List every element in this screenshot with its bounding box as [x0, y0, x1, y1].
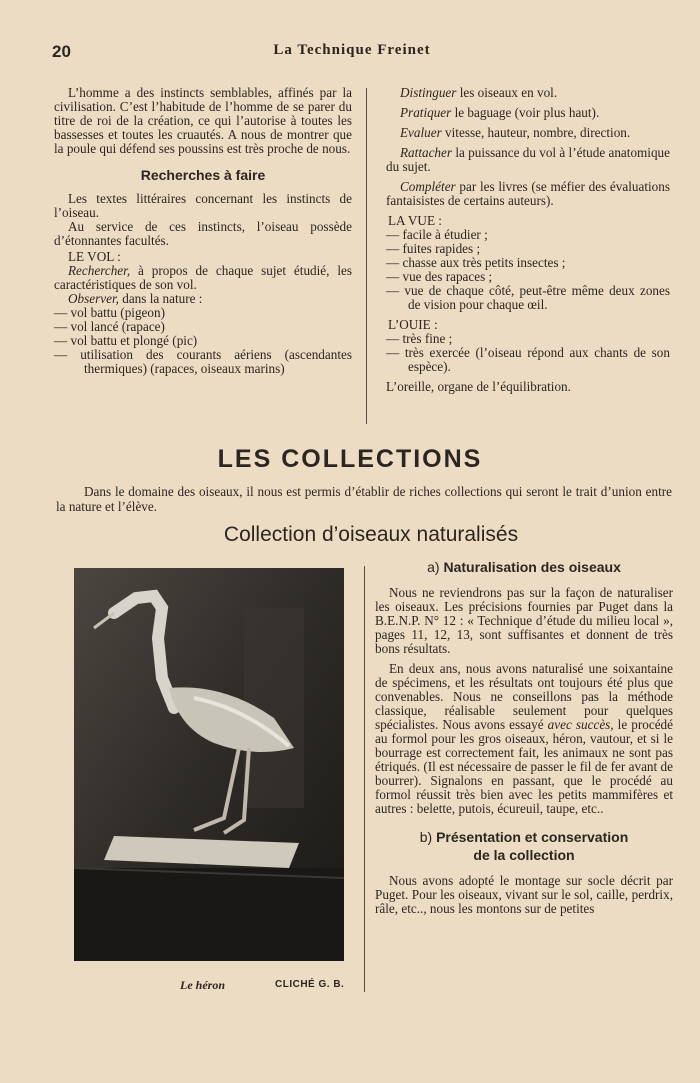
verb: Pratiquer: [400, 105, 452, 120]
section-b-title-line2: de la collection: [473, 847, 575, 863]
collections-title: LES COLLECTIONS: [217, 445, 483, 473]
photo-caption: Le héron: [180, 978, 225, 992]
paragraph: Les textes littéraires concernant les instincts de l’oiseau.: [54, 191, 352, 220]
paragraph: Nous avons adopté le montage sur socle décrit par Puget. Pour les oiseaux, vivant sur le sol, caille, perdrix, râle, etc.., nous les montons sur de petites: [375, 873, 673, 916]
paragraph: [54, 264, 352, 292]
paragraph: [386, 86, 670, 100]
left-column: [54, 86, 352, 376]
heron-photo: [74, 568, 344, 961]
list-item: — chasse aux très petits insectes ;: [386, 255, 566, 270]
list-item: — vol lancé (rapace): [54, 319, 165, 334]
section-a-heading: [375, 558, 673, 576]
emphasis: avec succès,: [547, 717, 614, 732]
collection-title: Collection d’oiseaux naturalisés: [223, 523, 519, 546]
section-b-letter: b): [419, 829, 433, 845]
paragraph: Nous ne reviendrons pas sur la façon de naturaliser les oiseaux. Les précisions fournies par Puget dans la B.E.N.P. N° 12 : « Technique d’étude du milieu local », pages 11, 12, 13, sont suffisantes et donnent de très bons résultats.: [375, 585, 673, 656]
photo-credit: CLICHÉ G. B.: [275, 979, 345, 990]
ouie-label: L’OUIE :: [388, 317, 438, 332]
section-heading: Recherches à faire: [140, 167, 266, 183]
list-item: — vol battu (pigeon): [54, 305, 165, 320]
list-item: — très exercée (l’oiseau répond aux chants de son espèce).: [386, 345, 670, 374]
verb: Rechercher,: [68, 263, 131, 278]
list-item: — fuites rapides ;: [386, 241, 481, 256]
section-b-title-line1: Présentation et conservation: [436, 829, 629, 845]
text: En deux ans, nous avons naturalisé une soixantaine de spécimens, et les résultats ont toujours été plus que convenables. Nous ne conseillons pas la méthode classique, réalisable seulement pour quelques spécialistes. Nous avons essayé: [375, 661, 673, 732]
paragraph: [54, 292, 352, 306]
column-divider: [364, 566, 365, 992]
text: vitesse, hauteur, nombre, direction.: [441, 125, 631, 140]
list-item: — vue des rapaces ;: [386, 269, 493, 284]
verb: Evaluer: [400, 125, 442, 140]
list-item: — vue de chaque côté, peut-être même deux zones de vision pour chaque œil.: [386, 283, 670, 312]
verb: Rattacher: [400, 145, 453, 160]
paragraph: [386, 180, 670, 208]
lower-right-column: [375, 558, 673, 916]
text: dans la nature :: [118, 291, 203, 306]
section-b-heading: [375, 828, 673, 864]
paragraph: L’homme a des instincts semblables, affinés par la civilisation. C’est l’habitude de l’homme de se parer du titre de roi de la création, ce qui l’autorise à toutes les bassesses et toutes les cruautés. A nous de montrer que la poule qui défend ses poussins est très proche de nous.: [54, 85, 352, 156]
paragraph: [386, 106, 670, 120]
paragraph: [386, 126, 670, 140]
text: la puissance du vol à l’étude anatomique du sujet.: [386, 145, 670, 174]
vol-label: LE VOL :: [68, 249, 121, 264]
paragraph: L’oreille, organe de l’équilibration.: [386, 379, 571, 394]
page-number: 20: [52, 42, 71, 61]
list-item: — facile à étudier ;: [386, 227, 488, 242]
column-divider: [366, 88, 367, 424]
page-header: [52, 42, 652, 66]
vue-label: LA VUE :: [388, 213, 442, 228]
collections-intro: Dans le domaine des oiseaux, il nous est permis d’établir de riches collections qui seront le trait d’union entre la nature et l’élève.: [56, 484, 672, 514]
text: à propos de chaque sujet étudié, les caractéristiques de son vol.: [54, 263, 352, 292]
paragraph: Au service de ces instincts, l’oiseau possède d’étonnantes facultés.: [54, 219, 352, 248]
section-a-title: Naturalisation des oiseaux: [443, 559, 621, 575]
running-title: La Technique Freinet: [273, 42, 431, 58]
verb: Observer,: [68, 291, 119, 306]
text: les oiseaux en vol.: [456, 85, 558, 100]
verb: Compléter: [400, 179, 456, 194]
paragraph: [386, 146, 670, 174]
list-item: — très fine ;: [386, 331, 453, 346]
verb: Distinguer: [400, 85, 457, 100]
right-column: [386, 86, 670, 394]
paragraph: [375, 662, 673, 816]
text: par les livres (se méfier des évaluations fantaisistes de certains auteurs).: [386, 179, 670, 208]
text: le procédé au formol pour les gros oiseaux, héron, vautour, et si le bourrage est correctement fait, les animaux ne sont pas étriqués. (Il est nécessaire de passer le fil de fer avant de bourrer). Signalons en passant, que le procédé au formol réussit très bien avec les petits mammifères et autres : belette, putois, écureuil, taupe, etc..: [375, 717, 673, 816]
list-item: — vol battu et plongé (pic): [54, 333, 198, 348]
text: le baguage (voir plus haut).: [451, 105, 600, 120]
section-a-letter: a): [427, 559, 440, 575]
list-item: — utilisation des courants aériens (ascendantes thermiques) (rapaces, oiseaux marins): [54, 347, 352, 376]
